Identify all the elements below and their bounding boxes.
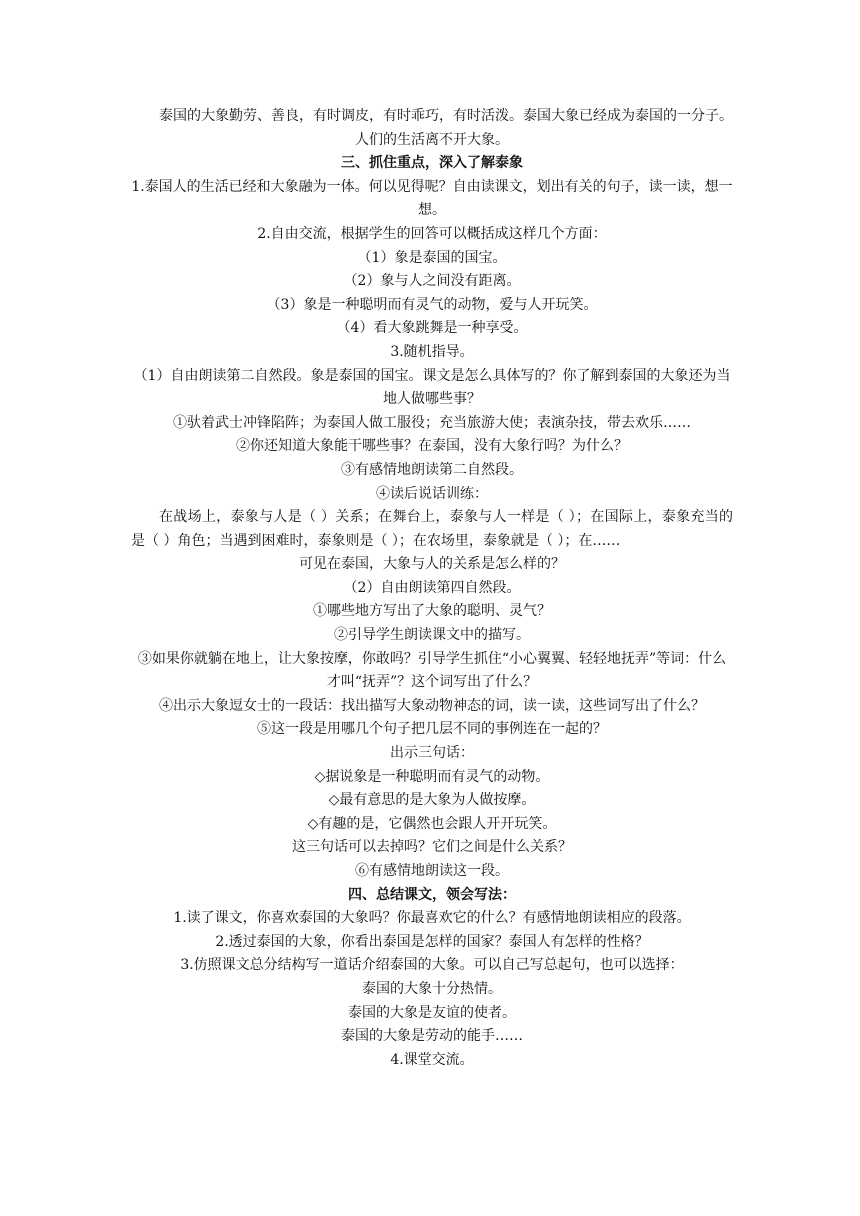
- text-line: ◇最有意思的是大象为人做按摩。: [328, 792, 536, 809]
- text-line: ③如果你就躺在地上，让大象按摩，你敢吗？引导学生抓住“小心翼翼、轻轻地抚弄”等词：什么才叫“抚弄”？这个词写出了什么？: [137, 650, 727, 691]
- text-line: ②你还知道大象能干哪些事？在泰国，没有大象行吗？为什么？: [236, 438, 628, 455]
- text-line: ⑥有感情地朗读这一段。: [355, 863, 509, 879]
- fill-in-paragraph: 在战场上，泰象与人是（ ）关系；在舞台上，泰象与人一样是（ ）；在国际上，泰象充当的是（ ）角色；当遇到困难时，泰象则是（ ）；在农场里，泰象就是（ ）；在……: [131, 509, 733, 549]
- text-line: 3.仿照课文总分结构写一道话介绍泰国的大象。可以自己写总起句，也可以选择：: [180, 957, 684, 974]
- intro-paragraph: 泰国的大象勤劳、善良，有时调皮，有时乖巧，有时活泼。泰国大象已经成为泰国的一分子。人们的生活离不开大象。: [159, 108, 733, 148]
- text-line: ④读后说话训练：: [376, 485, 488, 502]
- text-line: ③有感情地朗读第二自然段。: [341, 461, 523, 478]
- section-heading-4: 四、总结课文，领会写法：: [348, 886, 516, 903]
- text-line: （4）看大象跳舞是一种享受。: [336, 320, 528, 337]
- text-line: ②引导学生朗读课文中的描写。: [334, 627, 530, 644]
- text-line: （3）象是一种聪明而有灵气的动物，爱与人开玩笑。: [266, 296, 598, 313]
- text-line: （2）象与人之间没有距离。: [343, 273, 521, 290]
- text-line: 这三句话可以去掉吗？它们之间是什么关系？: [292, 839, 572, 856]
- text-line: 可见在泰国，大象与人的关系是怎么样的？: [299, 556, 565, 573]
- text-line: ①哪些地方写出了大象的聪明、灵气？: [313, 603, 551, 620]
- text-line: 出示三句话：: [390, 745, 474, 762]
- text-line: （2）自由朗读第四自然段。: [343, 579, 521, 596]
- text-line: 1.泰国人的生活已经和大象融为一体。何以见得呢？自由读课文，划出有关的句子，读一读，想一想。: [131, 178, 733, 219]
- text-line: 1.读了课文，你喜欢泰国的大象吗？你最喜欢它的什么？有感情地朗读相应的段落。: [173, 910, 691, 927]
- text-line: ◇有趣的是，它偶然也会跟人开开玩笑。: [307, 815, 557, 832]
- text-line: ⑤这一段是用哪几个句子把几层不同的事例连在一起的？: [257, 721, 607, 738]
- text-line: 3.随机指导。: [390, 343, 474, 360]
- text-line: 泰国的大象是劳动的能手……: [341, 1028, 523, 1045]
- section-heading-3: 三、抓住重点，深入了解泰象: [341, 155, 523, 172]
- text-line: （1）自由朗读第二自然段。象是泰国的国宝。课文是怎么具体写的？你了解到泰国的大象还为当地人做哪些事？: [133, 367, 731, 408]
- text-line: ④出示大象逗女士的一段话：找出描写大象动物神态的词，读一读，这些词写出了什么？: [159, 697, 705, 714]
- text-line: 泰国的大象十分热情。: [362, 980, 502, 997]
- text-line: 4.课堂交流。: [390, 1051, 474, 1068]
- text-line: ①驮着武士冲锋陷阵；为泰国人做工服役；充当旅游大使；表演杂技，带去欢乐……: [173, 414, 691, 431]
- text-line: 泰国的大象是友谊的使者。: [348, 1004, 516, 1021]
- text-line: 2.自由交流，根据学生的回答可以概括成这样几个方面：: [257, 225, 607, 242]
- text-line: ◇据说象是一种聪明而有灵气的动物。: [314, 768, 550, 785]
- text-line: （1）象是泰国的国宝。: [357, 249, 507, 266]
- text-line: 2.透过泰国的大象，你看出泰国是怎样的国家？泰国人有怎样的性格？: [215, 933, 649, 950]
